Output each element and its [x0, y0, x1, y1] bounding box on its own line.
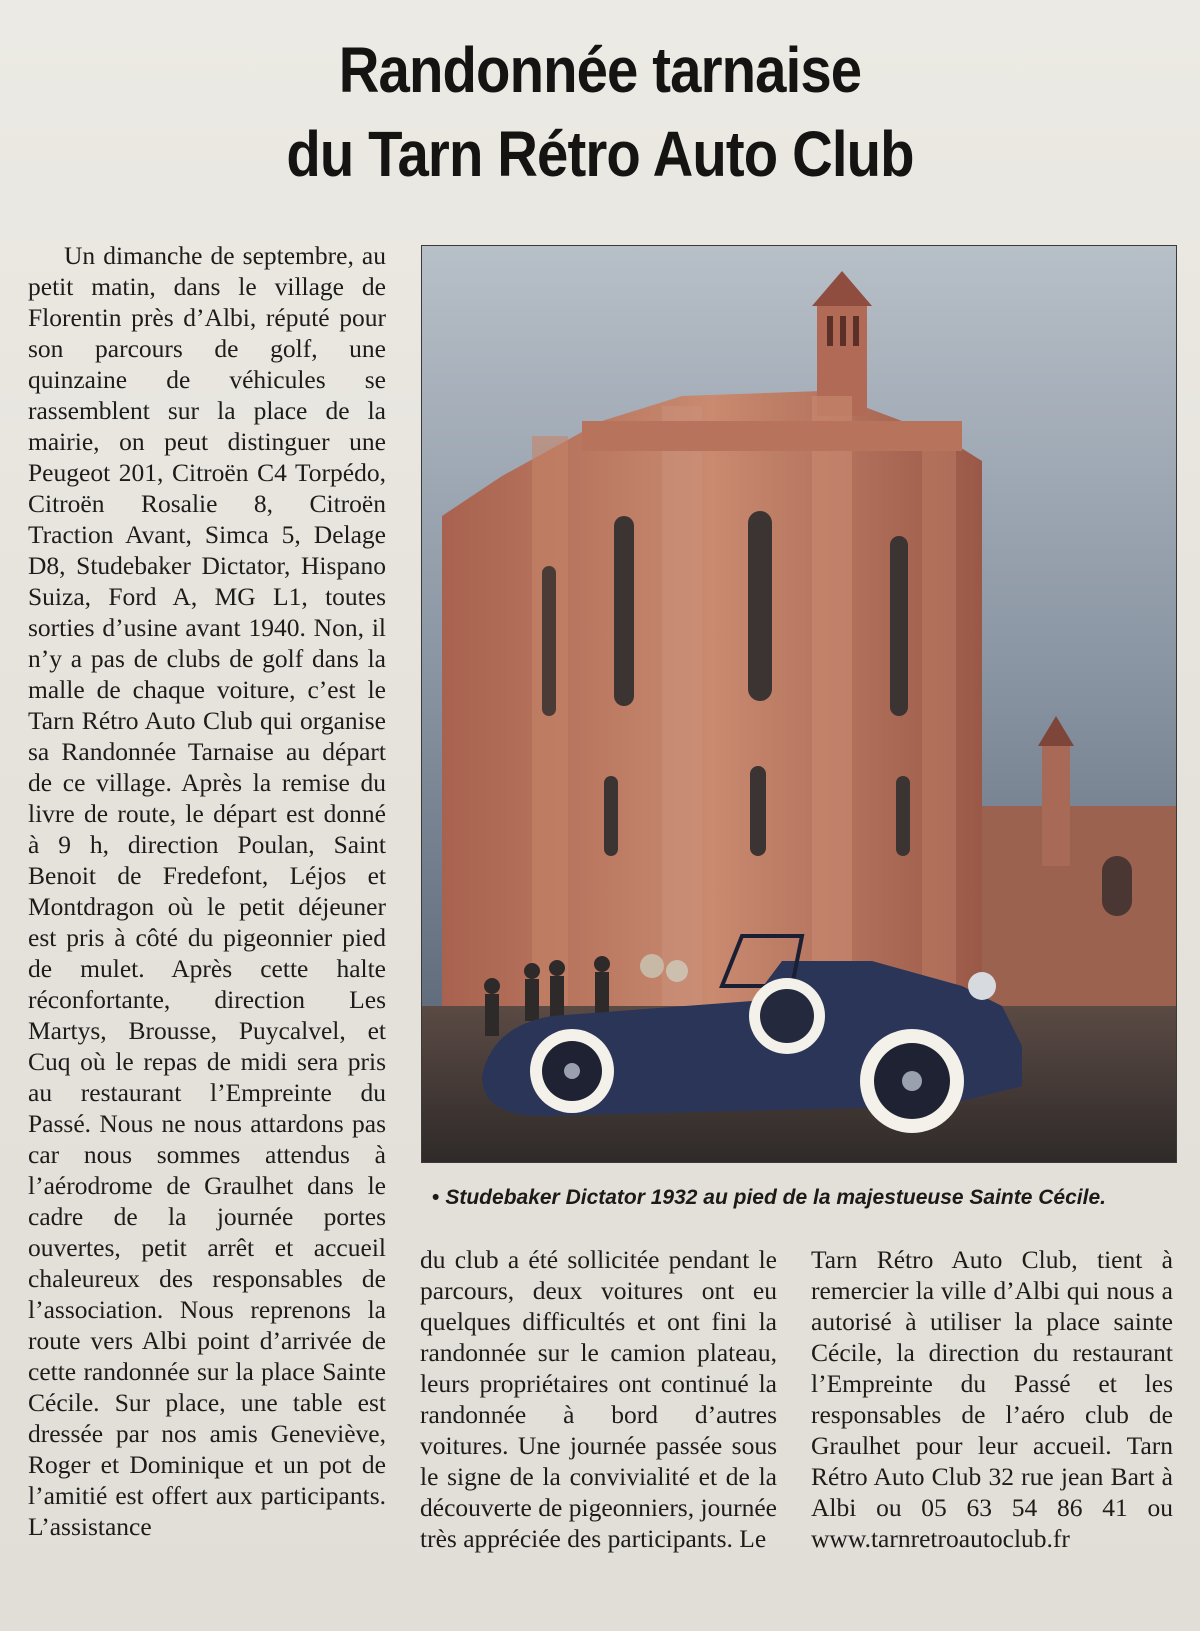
- caption-text: Studebaker Dictator 1932 au pied de la majestueuse Sainte Cécile.: [445, 1186, 1106, 1209]
- column-1-text: Un dimanche de septembre, au petit matin, dans le village de Florentin près d’Albi, réputé pour son parcours de golf, une quinzaine de véhicules se rassemblent sur la place de la mairie, on peut distinguer une Peugeot 201, Citroën C4 Torpédo, Citroën Rosalie 8, Citroën Traction Avant, Simca 5, Delage D8, Studebaker Dictator, Hispano Suiza, Ford A, MG L1, toutes sorties d’usine avant 1940. Non, il n’y a pas de clubs de golf dans la malle de chaque voiture, c’est le Tarn Rétro Auto Club qui organise sa Randonnée Tarnaise au départ de ce village. Après la remise du livre de route, le départ est donné à 9 h, direction Poulan, Saint Benoit de Fredefont, Léjos et Montdragon où le petit déjeuner est pris à côté du pigeonnier pied de mulet. Après cette halte réconfortante, direction Les Martys, Brousse, Puycalvel, et Cuq où le repas de midi sera pris au restaurant l’Empreinte du Passé. Nous ne nous attardons pas car nous sommes attendus à l’aérodrome de Graulhet dans le cadre de la journée portes ouvertes, petit arrêt et accueil chaleureux des responsables de l’association. Nous reprenons la route vers Albi point d’arrivée de cette randonnée sur la place Sainte Cécile. Sur place, une table est dressée par nos amis Geneviève, Roger et Dominique et un pot de l’amitié est offert aux participants. L’assistance: [28, 241, 386, 1541]
- article-column-2: [420, 1244, 777, 1574]
- article-column-3: [811, 1244, 1173, 1574]
- column-2-text: du club a été sollicitée pendant le parcours, deux voitures ont eu quelques difficultés et ont fini la randonnée sur le camion plateau, leurs propriétaires ont continué la randonnée à bord d’autres voitures. Une journée passée sous le signe de la convivialité et de la découverte de pigeonniers, journée très appréciée des participants. Le: [420, 1245, 777, 1553]
- photo-caption: [432, 1184, 1172, 1212]
- article-photo: [421, 245, 1177, 1163]
- headline-line-1: Randonnée tarnaise: [338, 34, 862, 106]
- cathedral-car-illustration: [422, 246, 1176, 1162]
- headline-line-2: du Tarn Rétro Auto Club: [286, 118, 914, 190]
- article-column-1: [28, 240, 386, 1560]
- caption-bullet: •: [432, 1186, 440, 1209]
- column-3-text: Tarn Rétro Auto Club, tient à remercier la ville d’Albi qui nous a autorisé à utiliser la place sainte Cécile, la direction du restaurant l’Empreinte du Passé et les responsables de l’aéro club de Graulhet pour leur accueil. Tarn Rétro Auto Club 32 rue jean Bart à Albi ou 05 63 54 86 41 ou www.tarnretroautoclub.fr: [811, 1245, 1173, 1553]
- article-headline: [125, 28, 1075, 196]
